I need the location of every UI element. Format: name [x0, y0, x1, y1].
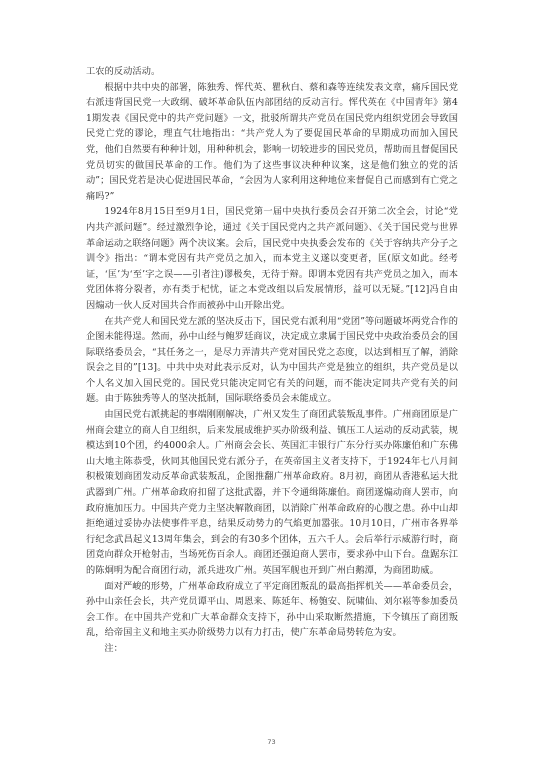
paragraph-rebuttal: 根据中共中央的部署，陈独秀、恽代英、瞿秋白、蔡和森等连续发表文章，痛斥国民党右派违背国民党一大政纲、破坏革命队伍内部团结的反动言行。恽代英在《中国青年》第41期发表《国民党中的共产党问题》一文，批驳所谓共产党员在国民党内组织党团会导致国民党亡党的谬论，理直气壮地指出：“共产党人为了要促国民革命的早期成功而加入国民党，他们自然要有种种计划，用种种机会，影响一切较进步的国民党员，帮助而且督促国民党员切实的做国民革命的工作。他们为了这些事议决种种议案，这是他们独立的党的活动”；国民党若是决心促进国民革命，“会因为人家利用这种地位来督促自己而感到有亡党之痛吗?” — [86, 81, 458, 202]
notes-label: 注： — [104, 642, 123, 654]
paragraph-merchant-corps: 由国民党右派挑起的事端刚刚解决，广州又发生了商团武装叛乱事件。广州商团原是广州商会建立的商人自卫组织，后来发展成维护买办阶级利益、镇压工人运动的反动武装，规模达到10个团，约4000余人。广州商会会长、英国汇丰银行广东分行买办陈廉伯和广东佛山大地主陈恭受，伙同其他国民党右派分子，在英帝国主义者支持下，于1924年七八月间积极策划商团发动反革命武装叛乱，企图推翻广州革命政府。8月初，商团从香港私运大批武器到广州。广州革命政府扣留了这批武器，并下令通缉陈廉伯。商团遂煽动商人罢市，向政府施加压力。中国共产党力主坚决解散商团，以消除广州革命政府的心腹之患。孙中山却拒绝通过妥协办法使事件平息，结果反动势力的气焰更加嚣张。10月10日，广州市各界举行纪念武昌起义13周年集会，到会的有30多个团体，五六千人。会后举行示威游行时，商团竟向群众开枪射击，当场死伤百余人。商团还强迫商人罢市，要求孙中山下台。盘踞东江的陈炯明为配合商团行动，派兵进攻广州。英国军舰也开到广州白鹅潭，为商团助威。 — [86, 409, 458, 576]
paragraph-plenary-session: 1924年8月15日至9月1日，国民党第一届中央执行委员会召开第二次全会，讨论“党内共产派问题”。经过激烈争论，通过《关于国民党内之共产派问题》、《关于国民党与世界革命运动之联络问题》两个决议案。会后，国民党中央执委会发布的《关于容纳共产分子之训令》指出：“谓本党因有共产党员之加入，而本党主义遂以变更者，匡(原文如此。经考证，‘匡’为‘至’字之误——引者注)谬极矣，无待于辩。即谓本党因有共产党员之加入，而本党团体将分裂者，亦有类于杞忧，证之本党改组以后发展情形，益可以无疑。”[12]冯自由因煽动一伙人反对国共合作而被孙中山开除出党。 — [86, 206, 458, 311]
paragraph-liaison-committee: 在共产党人和国民党左派的坚决反击下，国民党右派利用“党团”等问题破坏两党合作的企图未能得逞。然而，孙中山经与鲍罗廷商议，决定成立隶属于国民党中央政治委员会的国际联络委员会，“其任务之一，是尽力弄清共产党对国民党之态度，以达到相互了解，消除误会之目的”[13]。中共中央对此表示反对，认为中国共产党是独立的组织，共产党员是以个人名义加入国民党的。国民党只能决定同它有关的问题，而不能决定同共产党有关的问题。由于陈独秀等人的坚决抵制，国际联络委员会未能成立。 — [86, 315, 458, 405]
page-number: 73 — [267, 738, 276, 746]
paragraph-continuation: 工农的反动活动。 — [86, 66, 161, 77]
page-body — [86, 64, 458, 657]
paragraph-revolutionary-committee: 面对严峻的形势，广州革命政府成立了平定商团叛乱的最高指挥机关——革命委员会，孙中山亲任会长，共产党员谭平山、周恩来、陈延年、杨匏安、阮啸仙、刘尔崧等参加委员会工作。在中国共产党和广大革命群众支持下，孙中山采取断然措施，下令镇压了商团叛乱，给帝国主义和地主买办阶级势力以有力打击，使广东革命局势转危为安。 — [86, 580, 458, 639]
